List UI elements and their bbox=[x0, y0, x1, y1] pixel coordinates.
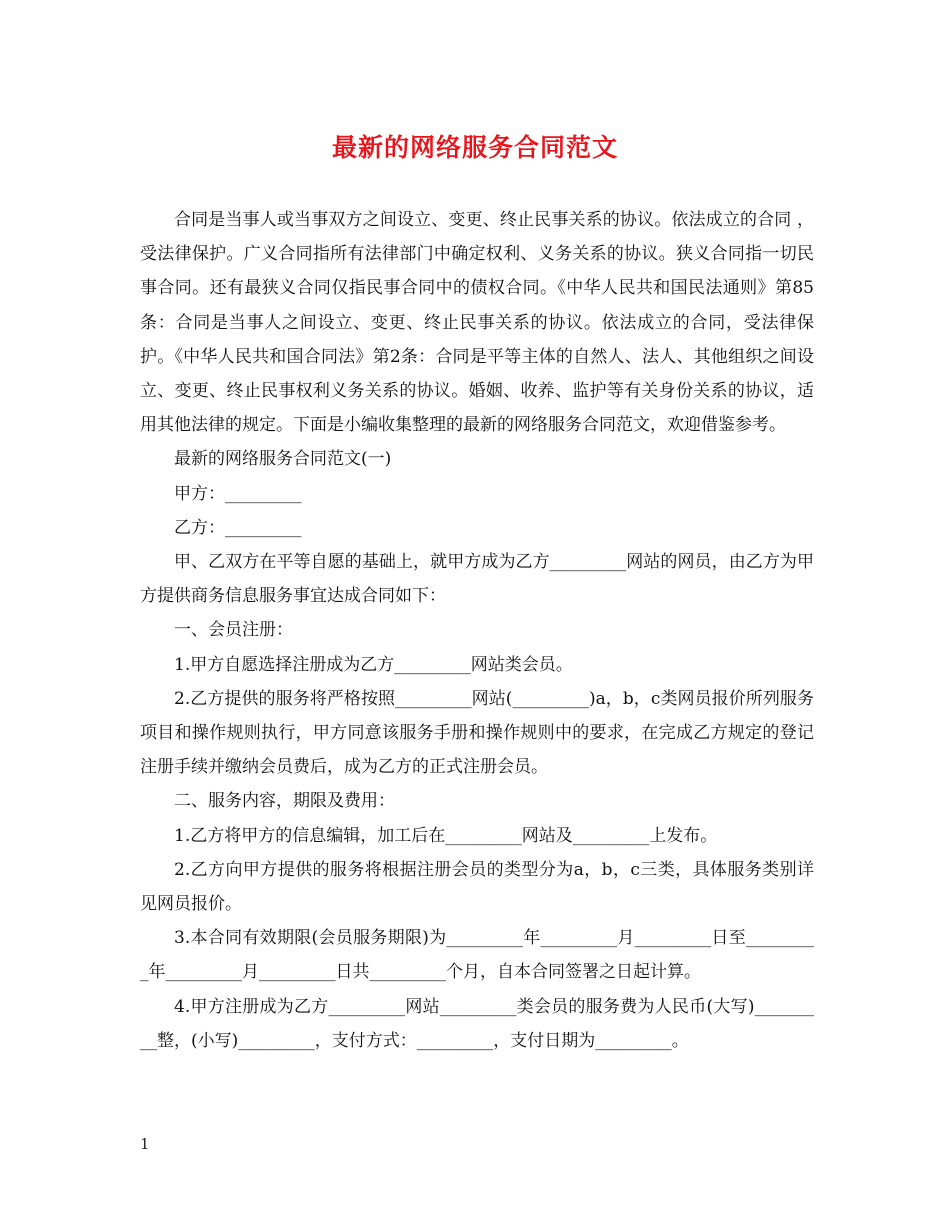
service-content-heading: 二、服务内容，期限及费用： bbox=[174, 791, 395, 812]
registration-clause-2: 2.乙方提供的服务将严格按照_________网站(_________)a，b，c类网员报价所列服务项目和操作规则执行，甲方同意该服务手册和操作规则中的要求，在完成乙方规定的登记注册手续并缴纳会员费后，成为乙方的正式注册会员。 bbox=[140, 688, 814, 778]
service-clause-2: 2.乙方向甲方提供的服务将根据注册会员的类型分为a，b，c三类，具体服务类别详见网员报价。 bbox=[140, 859, 814, 915]
service-clause-1: 1.乙方将甲方的信息编辑，加工后在_________网站及_________上发布。 bbox=[174, 825, 718, 846]
member-registration-heading: 一、会员注册： bbox=[174, 620, 293, 641]
service-clause-3: 3.本合同有效期限(会员服务期限)为_________年_________月_________日至_________年_________月_________日共_________个月，自本合同签署之日起计算。 bbox=[140, 928, 814, 983]
party-a-line: 甲方：_________ bbox=[174, 483, 302, 504]
service-clause-4: 4.甲方注册成为乙方_________网站_________类会员的服务费为人民币(大写)_________整，(小写)_________，支付方式：_________，支付日期为_________。 bbox=[140, 996, 814, 1051]
agreement-paragraph: 甲、乙双方在平等自愿的基础上，就甲方成为乙方_________网站的网员，由乙方为甲方提供商务信息服务事宜达成合同如下： bbox=[140, 552, 814, 607]
section-heading: 最新的网络服务合同范文(一) bbox=[174, 449, 392, 470]
document-title: 最新的网络服务合同范文 bbox=[331, 133, 618, 162]
registration-clause-1: 1.甲方自愿选择注册成为乙方_________网站类会员。 bbox=[174, 654, 573, 675]
intro-paragraph: 合同是当事人或当事双方之间设立、变更、终止民事关系的协议。依法成立的合同 ，受法律保护。广义合同指所有法律部门中确定权利、义务关系的协议。狭义合同指一切民事合同。还有最狭义合同仅指民事合同中的债权合同。《中华人民共和国民法通则》第85条：合同是当事人之间设立、变更、终止民事关系的协议。依法成立的合同，受法律保护。《中华人民共和国合同法》第2条：合同是平等主体的自然人、法人、其他组织之间设立、变更、终止民事权利义务关系的协议。婚姻、收养、监护等有关身份关系的协议，适用其他法律的规定。下面是小编收集整理的最新的网络服务合同范文，欢迎借鉴参考。 bbox=[140, 210, 814, 436]
party-b-line: 乙方：_________ bbox=[174, 517, 302, 538]
document-body bbox=[140, 203, 814, 1058]
page-number: 1 bbox=[140, 1135, 150, 1153]
